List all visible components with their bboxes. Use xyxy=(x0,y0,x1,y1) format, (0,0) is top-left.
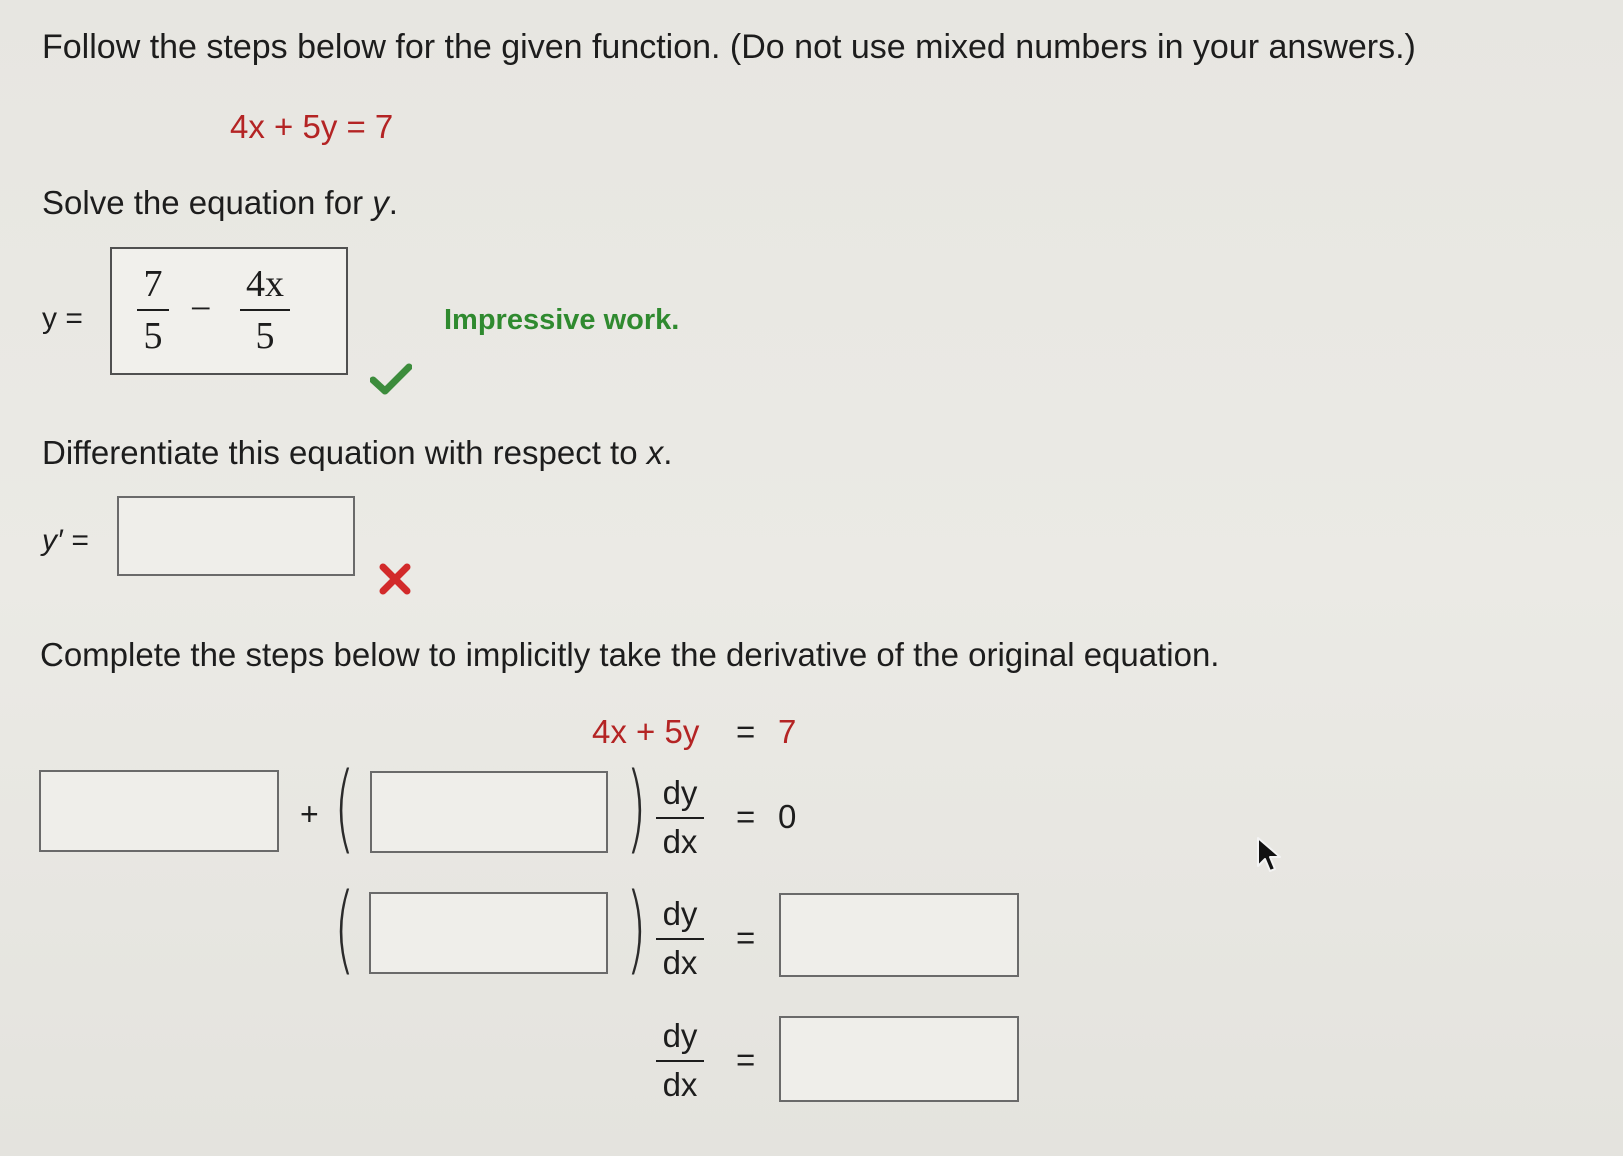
step1-lhs: y = xyxy=(42,302,83,335)
given-equation: 4x + 5y = 7 xyxy=(230,108,394,145)
row1-term1-input[interactable] xyxy=(39,770,279,852)
dy-dx-fraction xyxy=(656,776,704,858)
fraction-denominator: 5 xyxy=(255,315,275,357)
step1-answer-box[interactable] xyxy=(110,247,348,375)
fraction-7-over-5 xyxy=(137,265,169,355)
left-paren: ( xyxy=(334,873,355,985)
right-paren: ) xyxy=(626,752,647,864)
fraction-numerator: dy xyxy=(662,895,698,932)
step1-prompt-variable: y xyxy=(372,184,389,221)
fraction-4x-over-5 xyxy=(240,265,290,355)
fraction-denominator: 5 xyxy=(143,315,163,357)
fraction-denominator: dx xyxy=(662,944,698,981)
derivative-input[interactable] xyxy=(117,496,355,576)
left-paren: ( xyxy=(334,752,355,864)
row2-equals: = xyxy=(736,919,756,956)
row3-equals: = xyxy=(736,1041,756,1078)
fraction-bar xyxy=(656,1060,704,1062)
step2-prompt xyxy=(42,434,672,472)
fraction-bar xyxy=(656,938,704,940)
row2-rhs-input[interactable] xyxy=(779,893,1019,977)
implicit-equation-lhs: 4x + 5y xyxy=(592,713,700,750)
step2-prompt-variable: x xyxy=(646,434,664,471)
fraction-numerator: 7 xyxy=(143,263,163,305)
row1-coefficient-input[interactable] xyxy=(370,771,608,853)
fraction-denominator: dx xyxy=(662,823,698,860)
fraction-numerator: dy xyxy=(662,1017,698,1054)
instructions: Follow the steps below for the given function. (Do not use mixed numbers in your answers.) xyxy=(42,28,1416,66)
step2-lhs: y′ = xyxy=(42,524,89,557)
dy-dx-fraction xyxy=(656,897,704,979)
fraction-bar xyxy=(240,309,290,311)
mouse-cursor-icon xyxy=(1256,836,1284,881)
row1-rhs: 0 xyxy=(778,798,797,835)
plus-sign: + xyxy=(300,796,319,832)
checkmark-icon xyxy=(370,363,412,400)
row3-rhs-input[interactable] xyxy=(779,1016,1019,1102)
dy-dx-fraction xyxy=(656,1019,704,1101)
right-paren: ) xyxy=(626,873,647,985)
row1-equals: = xyxy=(736,798,756,835)
fraction-denominator: dx xyxy=(662,1066,698,1103)
fraction-numerator: dy xyxy=(662,774,698,811)
step2-prompt-period: . xyxy=(663,434,673,471)
x-mark-icon xyxy=(378,562,412,601)
step2-prompt-text: Differentiate this equation with respect to xyxy=(42,434,647,471)
fraction-bar xyxy=(137,309,169,311)
step3-prompt: Complete the steps below to implicitly take the derivative of the original equation. xyxy=(40,636,1220,673)
step1-prompt-period: . xyxy=(388,184,398,221)
row2-coefficient-input[interactable] xyxy=(369,892,608,974)
minus-sign: − xyxy=(190,288,212,330)
fraction-numerator: 4x xyxy=(246,263,284,305)
step1-prompt xyxy=(42,184,398,222)
implicit-equation-rhs: 7 xyxy=(778,713,797,750)
feedback-message: Impressive work. xyxy=(444,304,680,336)
fraction-bar xyxy=(656,817,704,819)
implicit-equation-equals: = xyxy=(736,713,756,750)
step1-prompt-text: Solve the equation for xyxy=(42,184,373,221)
